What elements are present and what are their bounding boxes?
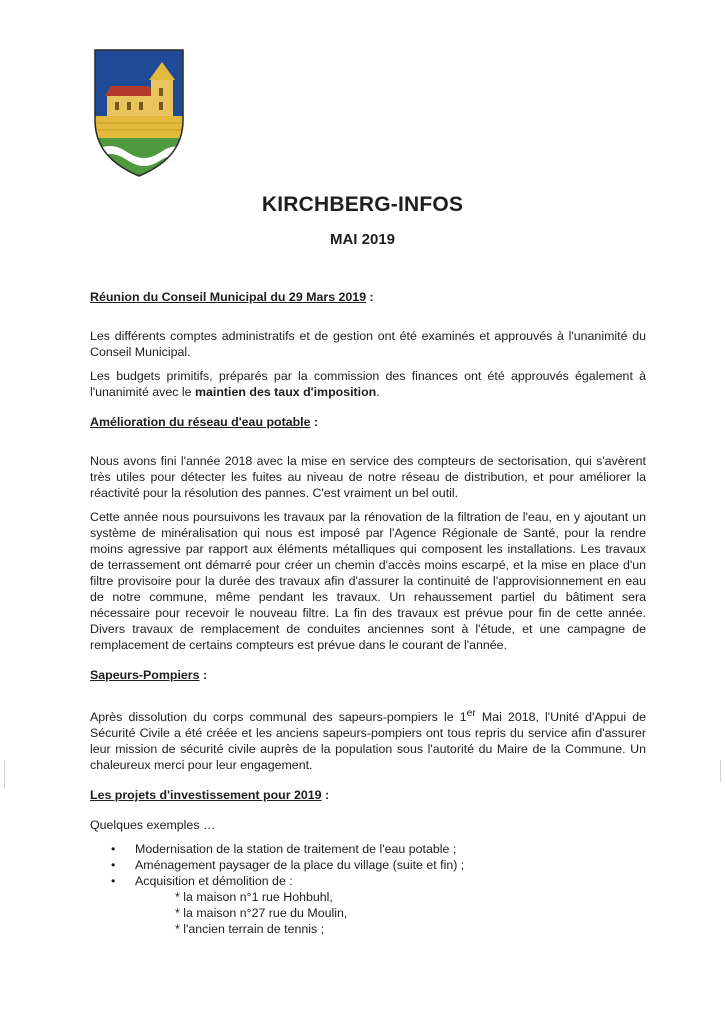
crest-church-roof [105,86,155,96]
scan-mark [720,760,721,782]
list-item: • Acquisition et démolition de : [135,873,646,889]
list-item: • Modernisation de la station de traitement de l'eau potable ; [135,841,646,857]
section-heading-eau: Amélioration du réseau d'eau potable : [90,415,319,429]
sub-list-item: * l'ancien terrain de tennis ; [175,922,325,937]
section-heading-conseil: Réunion du Conseil Municipal du 29 Mars 2019 : [90,290,374,304]
village-coat-of-arms-icon [93,48,185,178]
projets-list [90,841,646,889]
paragraph-conseil-1: Les différents comptes administratifs et de gestion ont été examinés et approuvés à l'unanimité du Conseil Municipal. [90,329,646,359]
paragraph-pompiers-1: Après dissolution du corps communal des sapeurs-pompiers le 1er Mai 2018, l'Unité d'Appui de Sécurité Civile a été créée et les anciens sapeurs-pompiers ont tous repris du service afin d'assurer leur mission de sécurité civile auprès de la population sous l'autorité du Maire de la Commune. Un chaleureux merci pour leur engagement. [90,708,646,773]
section-heading-conseil-label: Réunion du Conseil Municipal du 29 Mars 2019 [90,290,367,304]
scan-mark [4,760,5,788]
sub-list-item: * la maison n°27 rue du Moulin, [175,906,348,921]
section-heading-projets: Les projets d'investissement pour 2019 : [90,788,330,803]
page-subtitle: MAI 2019 [329,231,396,248]
sub-list-item: * la maison n°1 rue Hohbuhl, [175,890,333,905]
highlight-taux: maintien des taux d'imposition [195,385,377,399]
crest-wall [93,116,185,138]
paragraph-conseil-2: Les budgets primitifs, préparés par la commission des finances ont été approuvés également à l'unanimité avec le maintien des taux d'imposition. [90,369,646,399]
list-item: • Aménagement paysager de la place du village (suite et fin) ; [135,857,646,873]
section-heading-projets-label: Les projets d'investissement pour 2019 [90,788,322,803]
section-heading-eau-label: Amélioration du réseau d'eau potable [90,415,311,429]
crest-church-tower [151,78,173,118]
page-title: KIRCHBERG-INFOS [261,193,464,216]
paragraph-eau-2: Cette année nous poursuivons les travaux par la rénovation de la filtration de l'eau, en y ajoutant un système de minéralisation qui nous est imposé par l'Agence Régionale de Santé, pour la rendre moins agressive par rapport aux éléments métalliques qui composent les installations. Les travaux de terrassement ont démarré pour créer un chemin d'accès moins escarpé, et la mise en place d'un filtre provisoire pour la durée des travaux afin d'assurer la continuité de l'approvisionnement en eau de notre commune, même pendant les travaux. Un rehaussement partiel du bâtiment sera nécessaire pour recevoir le nouveau filtre. La fin des travaux est prévue pour fin de cette année. Divers travaux de remplacement de conduites anciennes sont à l'étude, et une campagne de remplacement de certains compteurs est prévue dans le courant de l'année. [90,510,646,652]
section-heading-pompiers: Sapeurs-Pompiers : [90,668,208,682]
projets-intro: Quelques exemples … [90,818,216,833]
section-heading-pompiers-label: Sapeurs-Pompiers [90,668,200,682]
newsletter-body [90,289,646,937]
paragraph-eau-1: Nous avons fini l'année 2018 avec la mise en service des compteurs de sectorisation, qui s'avèrent très utiles pour détecter les fuites au niveau de notre réseau de distribution, et pour améliorer la réactivité pour la résolution des pannes. C'est vraiment un bel outil. [90,454,646,500]
